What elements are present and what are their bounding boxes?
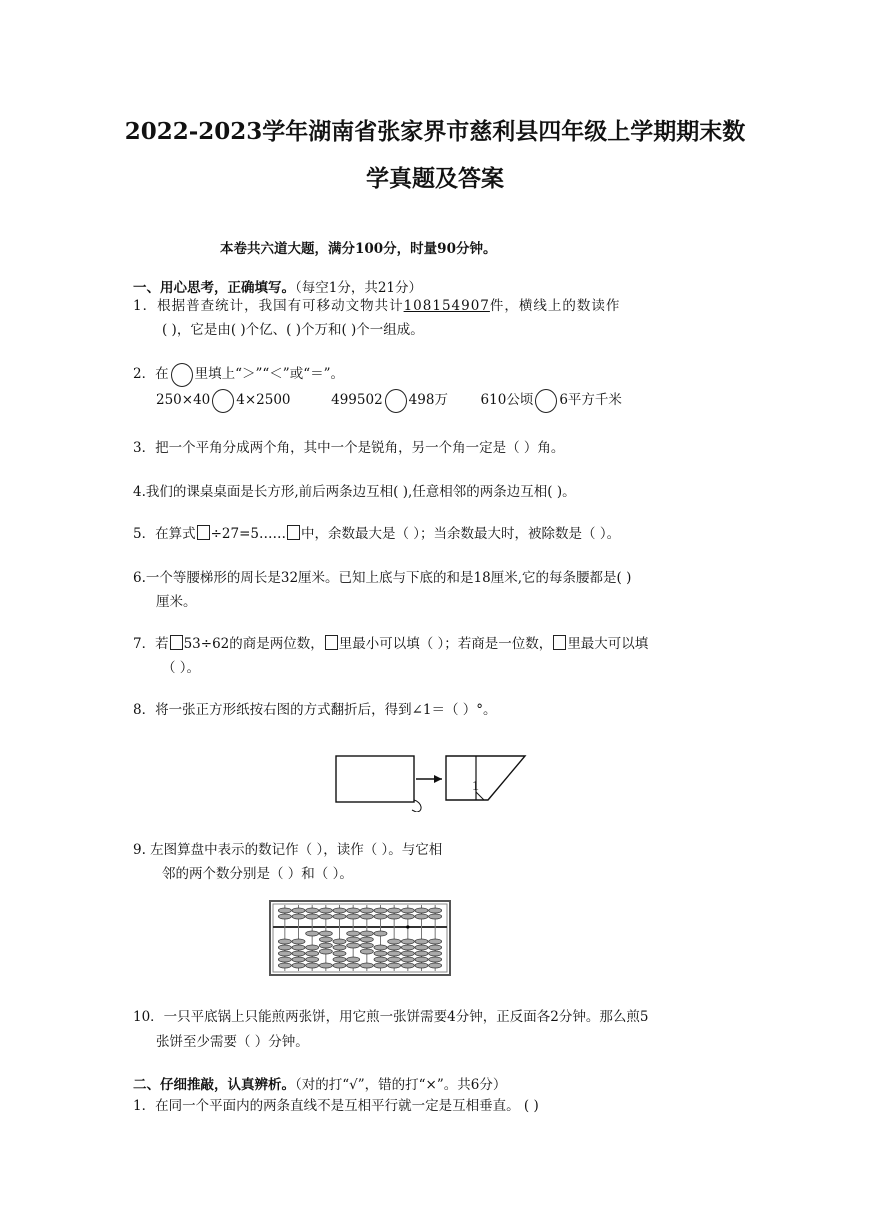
abacus-lower-bead [388,945,401,950]
section2-note: （对的打“√”，错的打“×”。共6分） [295,1077,507,1093]
abacus-lower-bead [429,963,442,968]
document-title-line2: 学真题及答案 [366,165,504,192]
abacus-lower-bead [374,951,387,956]
abacus-upper-bead [333,914,346,919]
q2-line2 [156,388,622,413]
q7-text-a: 7．若 [133,636,169,652]
abacus-upper-bead [319,914,332,919]
q10-line1: 10．一只平底锅上只能煎两张饼，用它煎一张饼需要4分钟，正反面各2分钟。那么煎5 [133,1009,649,1025]
q3: 3．把一个平角分成两个角，其中一个是锐角，另一个角一定是（ ）角。 [133,440,565,456]
q6-line2: 厘米。 [156,594,197,610]
abacus-lower-bead [429,957,442,962]
blank-square-icon [325,635,338,650]
abacus-lower-bead [333,957,346,962]
abacus-lower-bead [306,931,319,936]
q5-text-c: 中，余数最大是（ ）；当余数最大时，被除数是（ ）。 [300,526,621,542]
abacus-lower-bead [401,951,414,956]
abacus-lower-bead [401,963,414,968]
q6-line1: 6.一个等腰梯形的周长是32厘米。已知上底与下底的和是18厘米,它的每条腰都是( ) [133,570,632,586]
abacus-lower-bead [333,963,346,968]
abacus-lower-bead [388,957,401,962]
abacus-upper-bead [306,908,319,913]
q1-text-b: 件，横线上的数读作 [489,298,621,314]
abacus-lower-bead [306,957,319,962]
abacus-lower-bead [374,931,387,936]
abacus-lower-bead [347,931,360,936]
abacus-lower-bead [278,957,291,962]
abacus-lower-bead [401,957,414,962]
abacus-lower-bead [360,949,373,954]
abacus-lower-bead [292,951,305,956]
document-title-line1: 2022-2023学年湖南省张家界市慈利县四年级上学期期末数 [124,118,746,145]
q5-text-b: ÷27=5…… [210,526,286,542]
section1-heading: 一、用心思考，正确填写。 [133,280,295,296]
q2-expr4: 498万 [408,392,448,408]
abacus-upper-bead [360,914,373,919]
abacus-lower-bead [292,939,305,944]
abacus-upper-bead [374,914,387,919]
abacus-lower-bead [360,931,373,936]
compare-circle-icon [385,389,407,413]
abacus-lower-bead [319,943,332,948]
abacus-lower-bead [347,937,360,942]
abacus-lower-bead [333,939,346,944]
abacus-upper-bead [374,908,387,913]
abacus-lower-bead [374,957,387,962]
q10-line2: 张饼至少需要（ ）分钟。 [156,1034,309,1050]
abacus-lower-bead [401,939,414,944]
abacus-upper-bead [306,914,319,919]
abacus-lower-bead [415,951,428,956]
q8: 8．将一张正方形纸按右图的方式翻折后，得到∠1＝（ ）°。 [133,702,497,718]
abacus-upper-bead [360,908,373,913]
abacus-lower-bead [374,963,387,968]
abacus-lower-bead [388,939,401,944]
q7-line1 [133,632,648,652]
abacus-lower-bead [429,939,442,944]
abacus-lower-bead [388,963,401,968]
abacus-lower-bead [360,963,373,968]
q2-expr6: 6平方千米 [559,392,622,408]
abacus-upper-bead [415,914,428,919]
q7-text-b: 53÷62的商是两位数， [183,636,324,652]
compare-circle-icon [535,389,557,413]
q7-line2: （ ）。 [162,660,201,676]
original-square [336,756,414,802]
abacus-lower-bead [415,963,428,968]
abacus-lower-bead [360,937,373,942]
q2-text-b: 里填上“＞”“＜”或“＝”。 [194,366,345,382]
abacus-lower-bead [306,963,319,968]
abacus-upper-bead [388,914,401,919]
paper-fold-figure [330,752,530,812]
folded-shape [446,756,525,800]
blank-square-icon [287,525,300,540]
abacus-upper-bead [347,908,360,913]
abacus-lower-bead [306,945,319,950]
abacus-upper-bead [292,914,305,919]
q1-number: 108154907 [403,298,490,314]
abacus-lower-bead [347,943,360,948]
abacus-upper-bead [388,908,401,913]
abacus-lower-bead [415,939,428,944]
abacus-lower-bead [333,945,346,950]
q2-text-a: 2．在 [133,366,169,382]
abacus-lower-bead [319,937,332,942]
blank-square-icon [197,525,210,540]
arrow-head-icon [434,775,442,783]
q9-line1: 9. 左图算盘中表示的数记作（ ），读作（ ）。与它相 [133,842,443,858]
q5 [133,522,620,542]
section2-header [133,1073,506,1093]
abacus-lower-bead [292,957,305,962]
abacus-lower-bead [347,963,360,968]
abacus-lower-bead [388,951,401,956]
abacus-lower-bead [278,963,291,968]
q7-text-d: 里最大可以填 [567,636,649,652]
exam-info: 本卷共六道大题，满分100分，时量90分钟。 [220,241,497,257]
abacus-lower-bead [278,945,291,950]
abacus-upper-bead [292,908,305,913]
abacus-lower-bead [374,945,387,950]
abacus-lower-bead [292,945,305,950]
abacus-upper-bead [319,908,332,913]
abacus-upper-bead [401,914,414,919]
abacus-lower-bead [319,949,332,954]
abacus-unit-dot [406,925,409,928]
abacus-lower-bead [401,945,414,950]
q5-text-a: 5．在算式 [133,526,196,542]
abacus-upper-bead [278,914,291,919]
section1-header [133,276,422,296]
section2-heading: 二、仔细推敲，认真辨析。 [133,1077,295,1093]
abacus-lower-bead [319,931,332,936]
compare-circle-icon [171,363,193,387]
angle-label: 1 [472,779,479,794]
blank-square-icon [553,635,566,650]
q1-text-a: 1．根据普查统计，我国有可移动文物共计 [133,298,404,314]
abacus-lower-bead [360,943,373,948]
q2-expr5: 610公顷 [480,392,534,408]
abacus-lower-bead [415,957,428,962]
q9-line2: 邻的两个数分别是（ ）和（ ）。 [162,866,353,882]
q4: 4.我们的课桌桌面是长方形,前后两条边互相( ),任意相邻的两条边互相( )。 [133,484,576,500]
abacus-lower-bead [347,957,360,962]
q2-expr3: 499502 [331,392,383,408]
q2-line1 [133,362,344,387]
q1-line2: ( )，它是由( )个亿、( )个万和( )个一组成。 [162,322,424,338]
compare-circle-icon [212,389,234,413]
abacus-upper-bead [429,908,442,913]
abacus-upper-bead [401,908,414,913]
q1-line1 [133,294,620,314]
blank-square-icon [170,635,183,650]
abacus-upper-bead [429,914,442,919]
q2-expr1: 250×40 [156,392,211,408]
abacus-lower-bead [429,945,442,950]
abacus-lower-bead [278,951,291,956]
section2-q1: 1．在同一个平面内的两条直线不是互相平行就一定是互相垂直。 ( ) [133,1098,539,1114]
abacus-lower-bead [292,963,305,968]
section1-note: （每空1分，共21分） [295,280,423,296]
q7-text-c: 里最小可以填（ ）；若商是一位数， [338,636,553,652]
abacus-lower-bead [415,945,428,950]
abacus-lower-bead [306,951,319,956]
q2-expr2: 4×2500 [236,392,291,408]
abacus-lower-bead [319,963,332,968]
abacus-lower-bead [429,951,442,956]
abacus-upper-bead [278,908,291,913]
abacus-lower-bead [278,939,291,944]
abacus-figure [269,900,451,976]
abacus-lower-bead [333,951,346,956]
abacus-upper-bead [415,908,428,913]
abacus-upper-bead [347,914,360,919]
abacus-upper-bead [333,908,346,913]
